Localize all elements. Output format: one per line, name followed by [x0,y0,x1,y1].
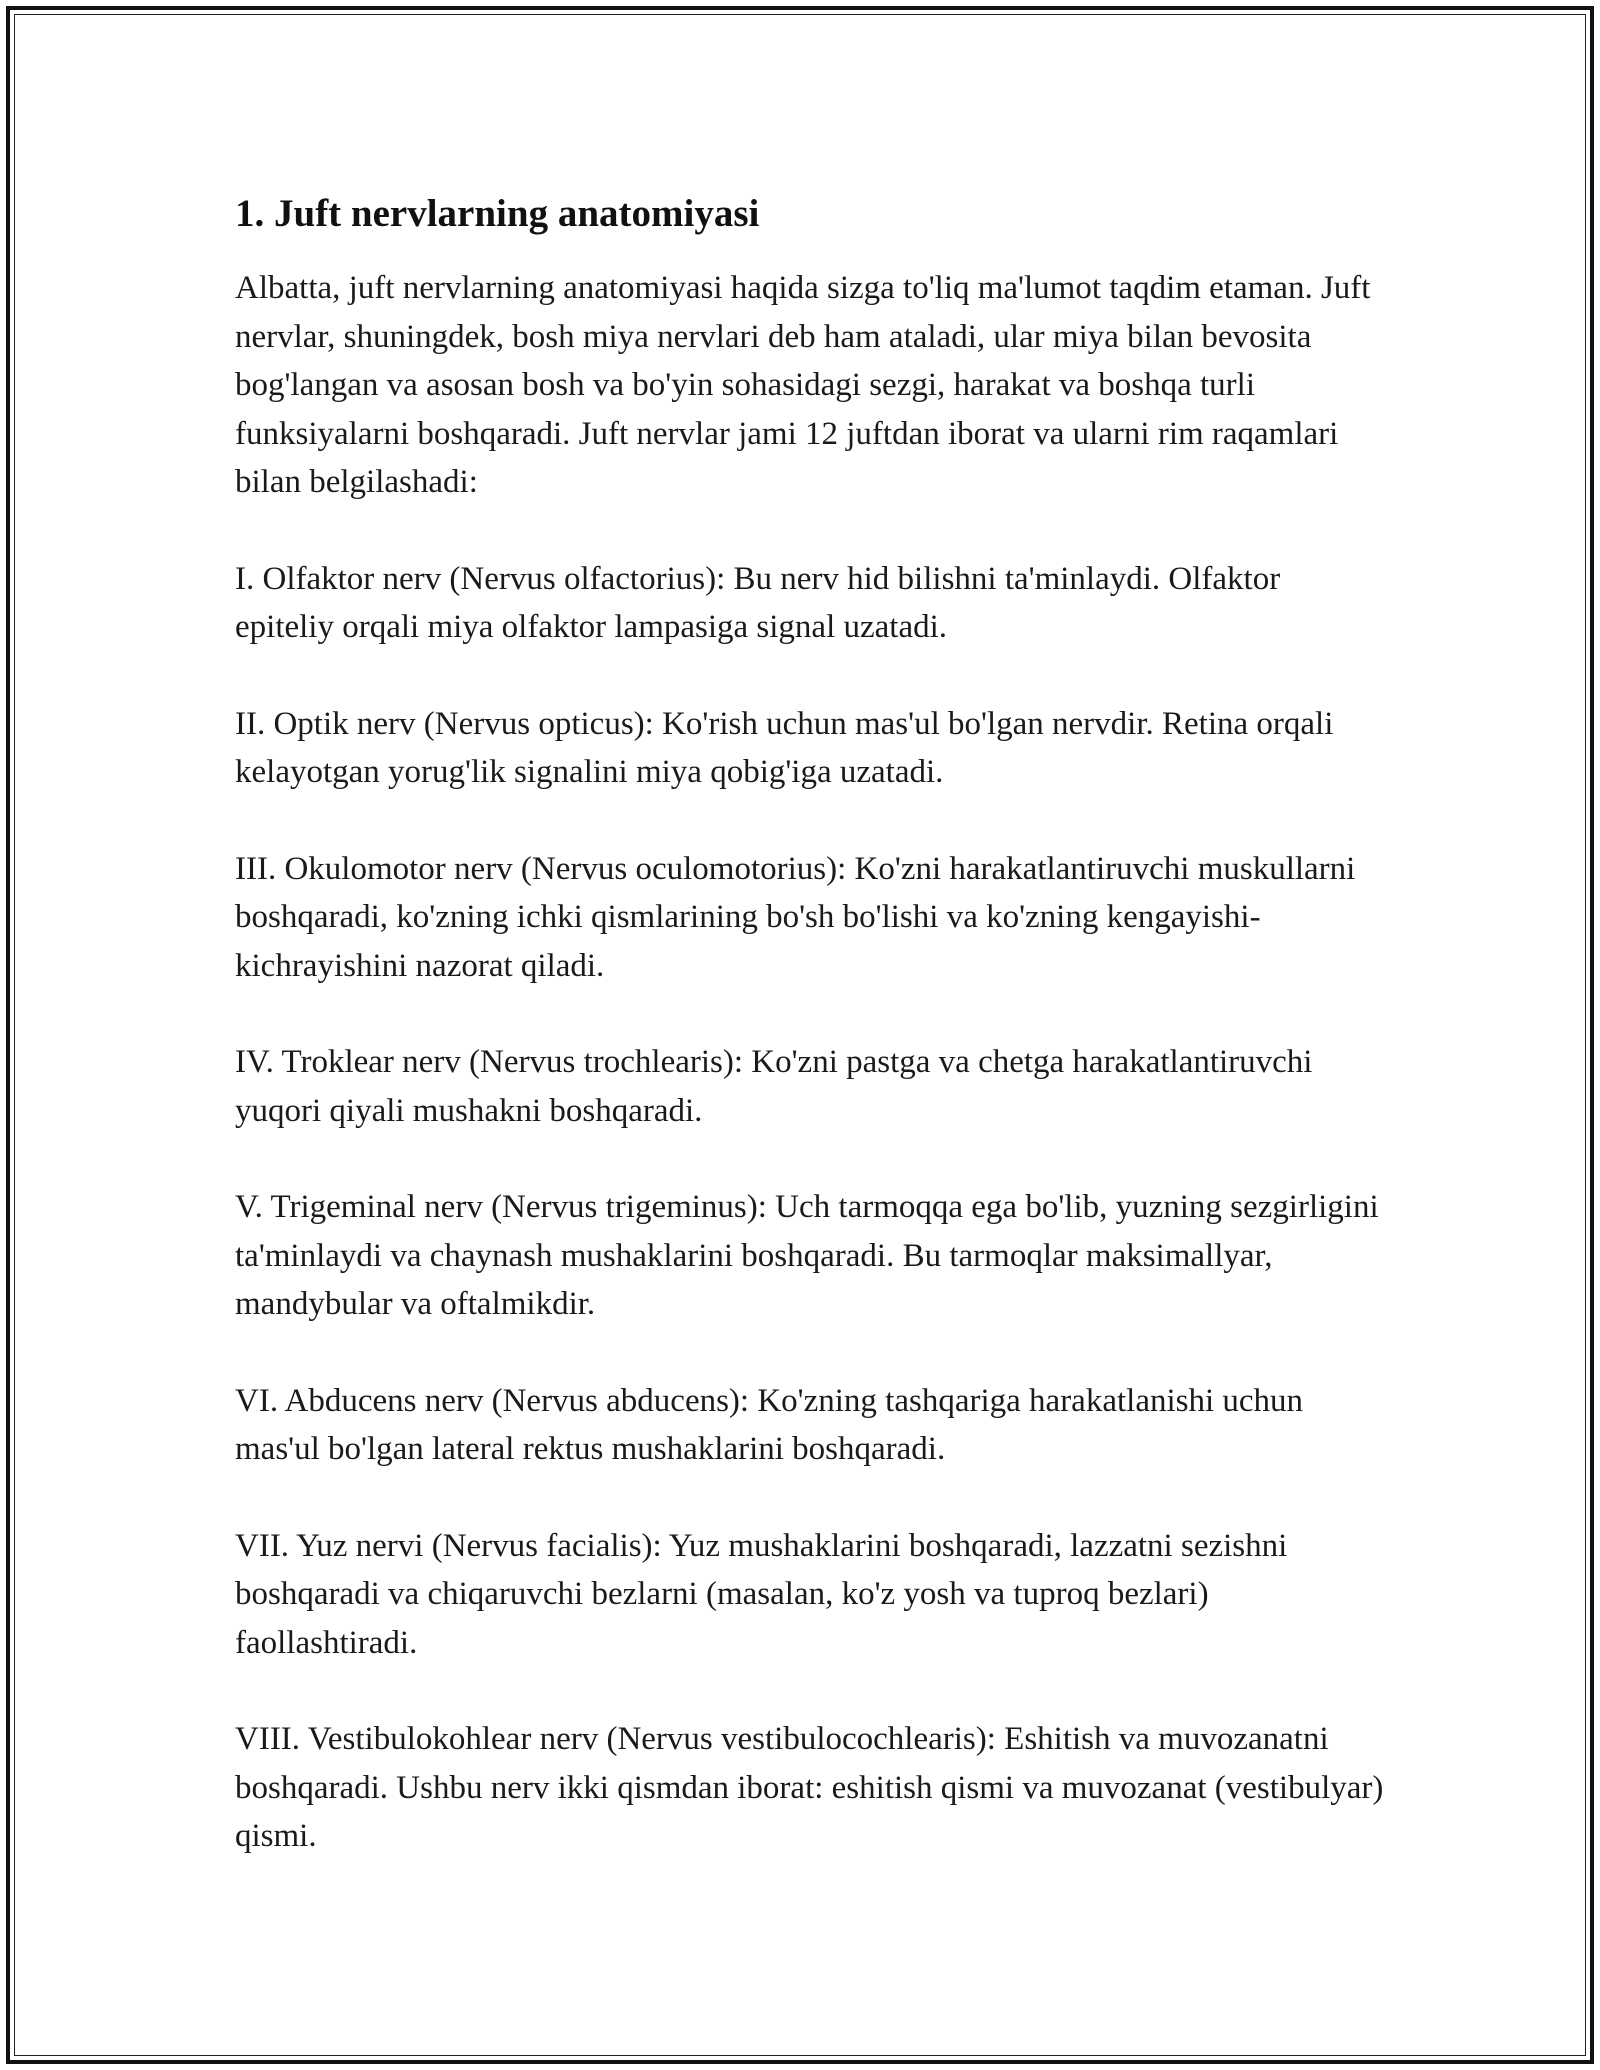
section-heading: 1. Juft nervlarning anatomiyasi [235,192,760,235]
nerve-paragraph-trochlear: IV. Troklear nerv (Nervus trochlearis): Ko'zni pastga va chetga harakatlantiruvchi yuqori qiyali mushakni boshqaradi. [235,1044,1313,1129]
nerve-paragraph-olfactory: I. Olfaktor nerv (Nervus olfactorius): Bu nerv hid bilishni ta'minlaydi. Olfaktor epiteliy orqali miya olfaktor lampasiga signal uzatadi. [235,560,1281,645]
nerve-paragraph-trigeminal: V. Trigeminal nerv (Nervus trigeminus): Uch tarmoqqa ega bo'lib, yuzning sezgirligini ta'minlaydi va chaynash mushaklarini boshqaradi. Bu tarmoqlar maksimallyar, mandybular va oftalmikdir. [235,1189,1379,1322]
nerve-paragraph-abducens: VI. Abducens nerv (Nervus abducens): Ko'zning tashqariga harakatlanishi uchun mas'ul bo'lgan lateral rektus mushaklarini boshqaradi. [235,1382,1304,1467]
nerve-paragraph-oculomotor: III. Okulomotor nerv (Nervus oculomotorius): Ko'zni harakatlantiruvchi muskullarni boshqaradi, ko'zning ichki qismlarining bo'sh bo'lishi va ko'zning kengayishi-kichrayishini nazorat qiladi. [235,850,1356,984]
document-body [235,186,1385,1909]
nerve-paragraph-vestibulocochlear: VIII. Vestibulokohlear nerv (Nervus vestibulocochlearis): Eshitish va muvozanatni boshqaradi. Ushbu nerv ikki qismdan iborat: eshitish qismi va muvozanat (vestibulyar) qismi. [235,1721,1384,1854]
nerve-paragraph-facial: VII. Yuz nervi (Nervus facialis): Yuz mushaklarini boshqaradi, lazzatni sezishni boshqaradi va chiqaruvchi bezlarni (masalan, ko'z yosh va tuproq bezlari) faollashtiradi. [235,1527,1288,1661]
nerve-paragraph-optic: II. Optik nerv (Nervus opticus): Ko'rish uchun mas'ul bo'lgan nervdir. Retina orqali kelayotgan yorug'lik signalini miya qobig'iga uzatadi. [235,705,1334,790]
intro-paragraph: Albatta, juft nervlarning anatomiyasi haqida sizga to'liq ma'lumot taqdim etaman. Juft nervlar, shuningdek, bosh miya nervlari deb ham ataladi, ular miya bilan bevosita bog'langan va asosan bosh va bo'yin sohasidagi sezgi, harakat va boshqa turli funksiyalarni boshqaradi. Juft nervlar jami 12 juftdan iborat va ularni rim raqamlari bilan belgilashadi: [235,270,1371,500]
